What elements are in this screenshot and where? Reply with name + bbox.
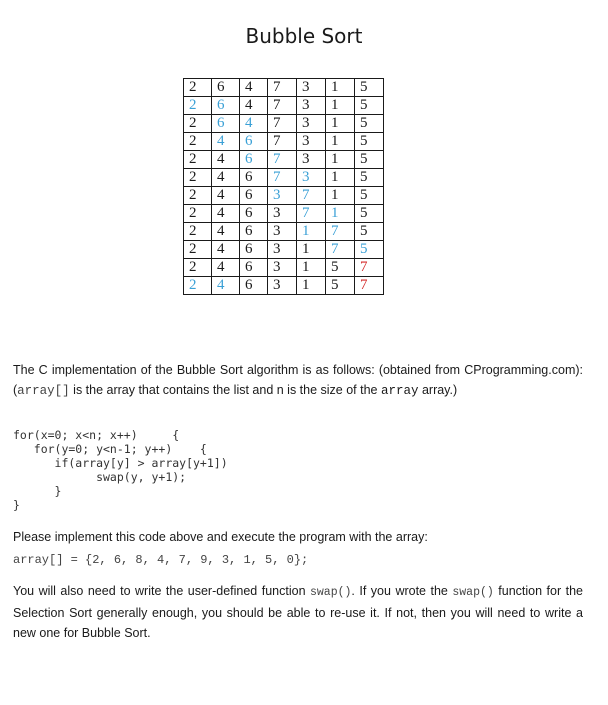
table-cell: 2: [184, 97, 212, 115]
table-cell: 5: [355, 79, 384, 97]
intro-code-array: array[]: [17, 384, 70, 398]
table-cell: 5: [326, 259, 355, 277]
table-cell: 4: [212, 241, 240, 259]
table-cell: 5: [355, 169, 384, 187]
array-declaration: array[] = {2, 6, 8, 4, 7, 9, 3, 1, 5, 0};: [13, 553, 309, 567]
intro-code-array-2: array: [380, 384, 419, 398]
table-row: [184, 223, 384, 241]
intro-text-2: is the array that contains the list and n is the size of the: [69, 383, 381, 397]
table-cell: 6: [240, 151, 268, 169]
table-cell: 5: [355, 115, 384, 133]
table-cell: 2: [184, 277, 212, 295]
table-row: [184, 259, 384, 277]
table-cell: 4: [240, 97, 268, 115]
table-row: [184, 97, 384, 115]
table-cell: 5: [355, 97, 384, 115]
table-cell: 7: [326, 223, 355, 241]
table-cell: 4: [212, 133, 240, 151]
table-cell: 7: [268, 133, 297, 151]
table-cell: 4: [212, 169, 240, 187]
table-cell: 5: [355, 241, 384, 259]
table-cell: 6: [212, 79, 240, 97]
table-cell: 5: [355, 133, 384, 151]
table-cell: 2: [184, 151, 212, 169]
final-text-1: You will also need to write the user-defined function: [13, 584, 310, 598]
table-cell: 6: [240, 241, 268, 259]
table-cell: 2: [184, 205, 212, 223]
table-cell: 1: [297, 259, 326, 277]
table-cell: 6: [240, 187, 268, 205]
table-cell: 2: [184, 187, 212, 205]
table-cell: 3: [268, 187, 297, 205]
code-block: for(x=0; x<n; x++) { for(y=0; y<n-1; y++) { if(array[y] > array[y+1]) swap(y, y+1); } }: [13, 428, 228, 512]
page-title: Bubble Sort: [245, 24, 363, 48]
table-cell: 6: [240, 277, 268, 295]
table-cell: 3: [297, 169, 326, 187]
table-cell: 2: [184, 241, 212, 259]
table-cell: 2: [184, 223, 212, 241]
table-cell: 5: [355, 205, 384, 223]
table-cell: 3: [268, 205, 297, 223]
table-cell: 3: [268, 223, 297, 241]
table-cell: 4: [212, 259, 240, 277]
table-cell: 5: [355, 151, 384, 169]
final-code-swap-2: swap(): [452, 586, 494, 599]
table-row: [184, 169, 384, 187]
final-paragraph: [13, 581, 583, 643]
table-row: [184, 205, 384, 223]
table-cell: 6: [240, 133, 268, 151]
table-cell: 1: [326, 205, 355, 223]
table-cell: 7: [297, 205, 326, 223]
table-cell: 1: [326, 187, 355, 205]
table-cell: 6: [240, 259, 268, 277]
table-cell: 1: [326, 151, 355, 169]
table-cell: 5: [326, 277, 355, 295]
table-row: [184, 277, 384, 295]
table-cell: 6: [212, 97, 240, 115]
table-cell: 1: [297, 277, 326, 295]
table-cell: 4: [212, 151, 240, 169]
table-cell: 1: [326, 79, 355, 97]
table-cell: 4: [212, 187, 240, 205]
table-cell: 2: [184, 133, 212, 151]
table-cell: 3: [297, 133, 326, 151]
table-cell: 7: [268, 115, 297, 133]
table-cell: 7: [297, 187, 326, 205]
table-body: [184, 79, 384, 295]
table-cell: 4: [212, 223, 240, 241]
table-cell: 3: [297, 115, 326, 133]
table-cell: 6: [212, 115, 240, 133]
table-cell: 4: [240, 79, 268, 97]
table-cell: 7: [268, 151, 297, 169]
table-cell: 7: [268, 79, 297, 97]
table-cell: 1: [326, 169, 355, 187]
table-cell: 6: [240, 205, 268, 223]
table-cell: 3: [268, 259, 297, 277]
table-cell: 5: [355, 187, 384, 205]
table-cell: 1: [297, 223, 326, 241]
table-cell: 7: [355, 259, 384, 277]
table-row: [184, 133, 384, 151]
table-cell: 6: [240, 169, 268, 187]
table-cell: 7: [326, 241, 355, 259]
table-cell: 4: [212, 205, 240, 223]
table-cell: 2: [184, 169, 212, 187]
table-cell: 6: [240, 223, 268, 241]
table-cell: 2: [184, 115, 212, 133]
table-cell: 1: [326, 97, 355, 115]
table-cell: 3: [297, 97, 326, 115]
table-cell: 1: [326, 133, 355, 151]
table-cell: 3: [268, 277, 297, 295]
table-row: [184, 79, 384, 97]
table-cell: 4: [240, 115, 268, 133]
final-code-swap: swap(): [310, 586, 352, 599]
table-row: [184, 187, 384, 205]
table-row: [184, 115, 384, 133]
final-text-2: . If you wrote the: [351, 584, 453, 598]
instruction-text: Please implement this code above and execute the program with the array:: [13, 530, 428, 544]
intro-text-1: The C implementation of the Bubble Sort algorithm is as follows: (obtained from CProgramming.com): (: [13, 363, 583, 397]
table-cell: 7: [268, 97, 297, 115]
intro-text-3: array.): [418, 383, 458, 397]
table-cell: 4: [212, 277, 240, 295]
table-cell: 1: [326, 115, 355, 133]
table-cell: 3: [297, 151, 326, 169]
table-cell: 5: [355, 223, 384, 241]
final-text-3: function for the Selection Sort generally enough, you should be able to re-use it. If not, then you will need to write a new one for Bubble Sort.: [13, 584, 583, 640]
intro-paragraph: [13, 360, 583, 401]
table-cell: 2: [184, 259, 212, 277]
table-cell: 3: [297, 79, 326, 97]
table-row: [184, 151, 384, 169]
table-cell: 1: [297, 241, 326, 259]
table-cell: 7: [355, 277, 384, 295]
table-cell: 7: [268, 169, 297, 187]
table-cell: 2: [184, 79, 212, 97]
bubble-sort-steps-table: [183, 78, 384, 295]
table-row: [184, 241, 384, 259]
table-cell: 3: [268, 241, 297, 259]
